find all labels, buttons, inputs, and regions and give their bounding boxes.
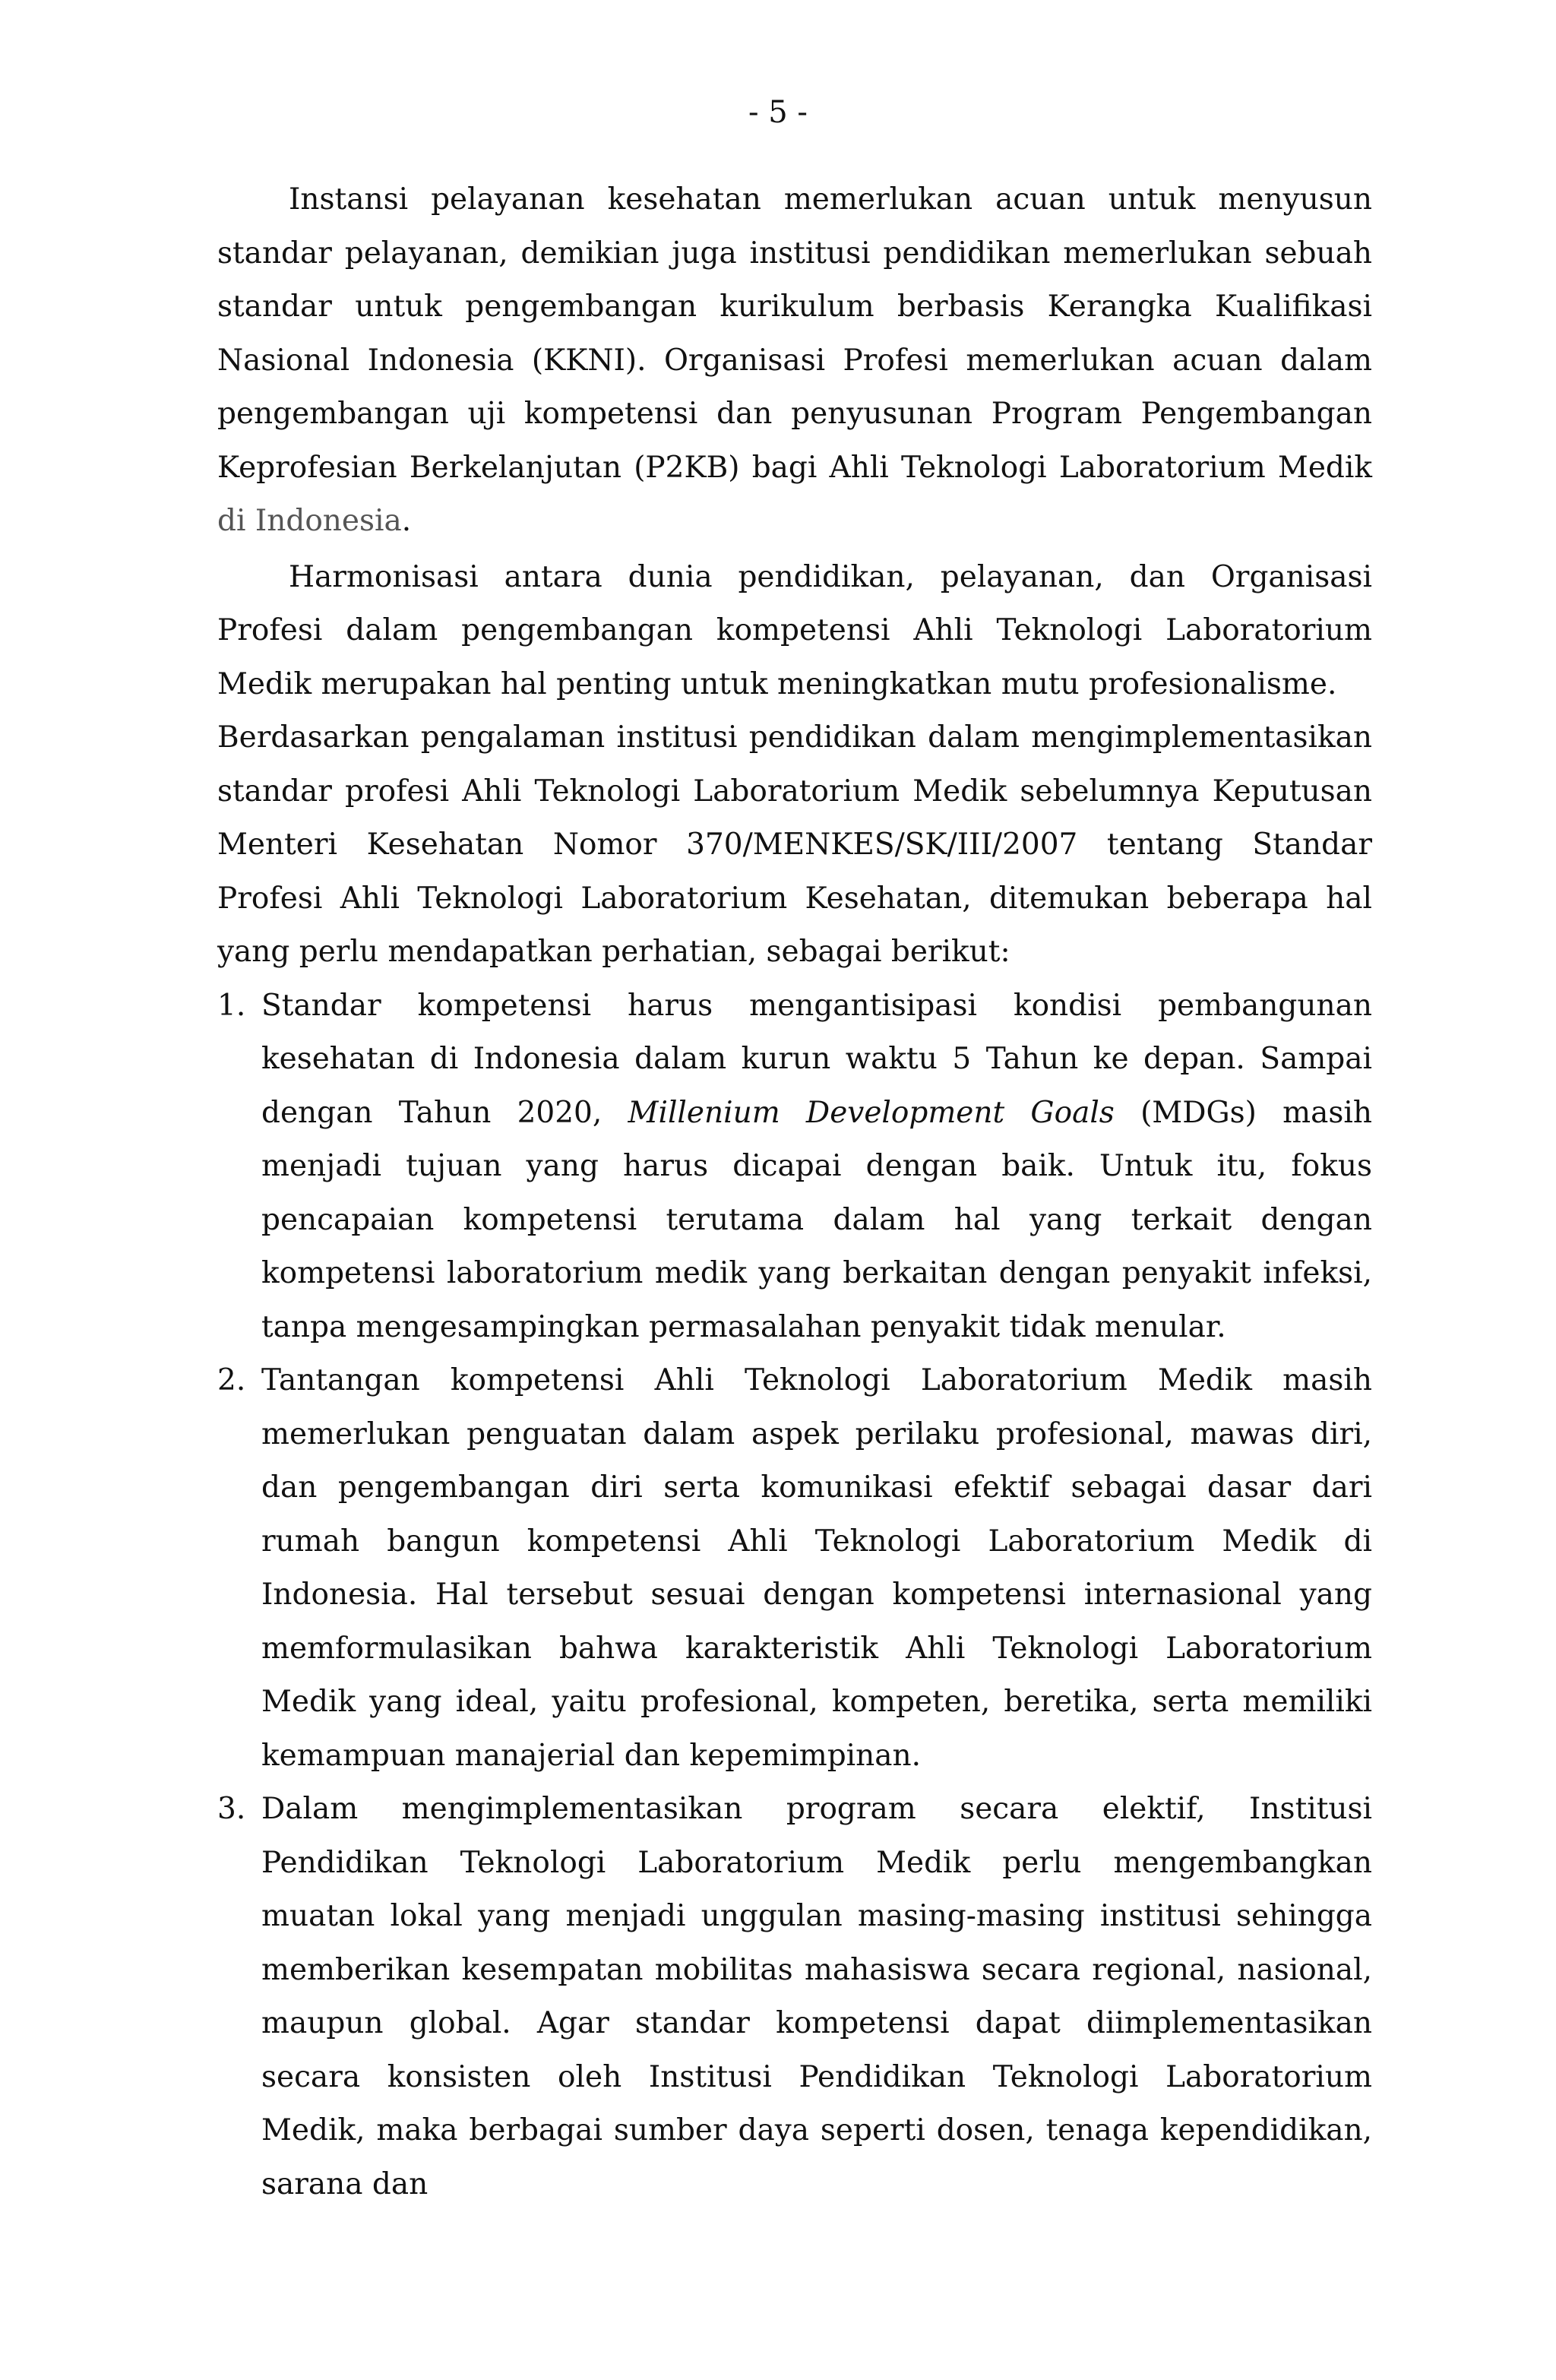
numbered-list [217,980,1372,2212]
list-item-text: Dalam mengimplementasikan program secara elektif, Institusi Pendidikan Teknologi Laboratorium Medik perlu mengembangkan muatan lokal yang menjadi unggulan masing-masing institusi sehingga memberikan kesempatan mobilitas mahasiswa secara regional, nasional, maupun global. Agar standar kompetensi dapat diimplementasikan secara konsisten oleh Institusi Pendidikan Teknologi Laboratorium Medik, maka berbagai sumber daya seperti dosen, tenaga kependidikan, sarana dan [261,1792,1372,2201]
paragraph-1 [217,173,1372,549]
list-item [217,980,1372,1355]
paragraph-1-text: Instansi pelayanan kesehatan memerlukan acuan untuk menyusun standar pelayanan, demikian juga institusi pendidikan memerlukan sebuah standar untuk pengembangan kurikulum berbasis Kerangka Kualifikasi Nasional Indonesia (KKNI). Organisasi Profesi memerlukan acuan dalam pengembangan uji kompetensi dan penyusunan Program Pengembangan Keprofesian Berkelanjutan (P2KB) bagi Ahli Teknologi Laboratorium Medik [217,182,1372,485]
list-item-number: 1. [217,988,246,1023]
list-item [217,1354,1372,1783]
list-item-text-end: (MDGs) masih menjadi tujuan yang harus dicapai dengan baik. Untuk itu, fokus pencapaian kompetensi terutama dalam hal yang terkait dengan kompetensi laboratorium medik yang berkaitan dengan penyakit infeksi, tanpa mengesampingkan permasalahan penyakit tidak menular. [261,1095,1372,1344]
list-item-italic-term: Millenium Development Goals [628,1095,1115,1130]
paragraph-1-tail: di Indonesia [217,504,402,538]
list-item-number: 3. [217,1792,246,1826]
body-text [217,173,1372,2211]
list-item [217,1783,1372,2211]
paragraph-3: Berdasarkan pengalaman institusi pendidikan dalam mengimplementasikan standar profesi Ahli Teknologi Laboratorium Medik sebelumnya Keputusan Menteri Kesehatan Nomor 370/MENKES/SK/III/2007 tentang Standar Profesi Ahli Teknologi Laboratorium Kesehatan, ditemukan beberapa hal yang perlu mendapatkan perhatian, sebagai berikut: [217,720,1372,969]
paragraph-2: Harmonisasi antara dunia pendidikan, pelayanan, dan Organisasi Profesi dalam pengembangan kompetensi Ahli Teknologi Laboratorium Medik merupakan hal penting untuk meningkatkan mutu profesionalisme. [217,559,1372,701]
list-item-number: 2. [217,1363,246,1397]
page-number: - 5 - [748,95,808,130]
list-item-text: Tantangan kompetensi Ahli Teknologi Laboratorium Medik masih memerlukan penguatan dalam aspek perilaku profesional, mawas diri, dan pengembangan diri serta komunikasi efektif sebagai dasar dari rumah bangun kompetensi Ahli Teknologi Laboratorium Medik di Indonesia. Hal tersebut sesuai dengan kompetensi internasional yang memformulasikan bahwa karakteristik Ahli Teknologi Laboratorium Medik yang ideal, yaitu profesional, kompeten, beretika, serta memiliki kemampuan manajerial dan kepemimpinan. [261,1363,1372,1773]
paragraph-1-period: . [401,504,412,538]
list-item-text-start: Standar kompetensi harus mengantisipasi kondisi pembangunan kesehatan di Indonesia dalam kurun waktu 5 Tahun ke depan. Sampai dengan Tahun 2020, [261,988,1372,1130]
